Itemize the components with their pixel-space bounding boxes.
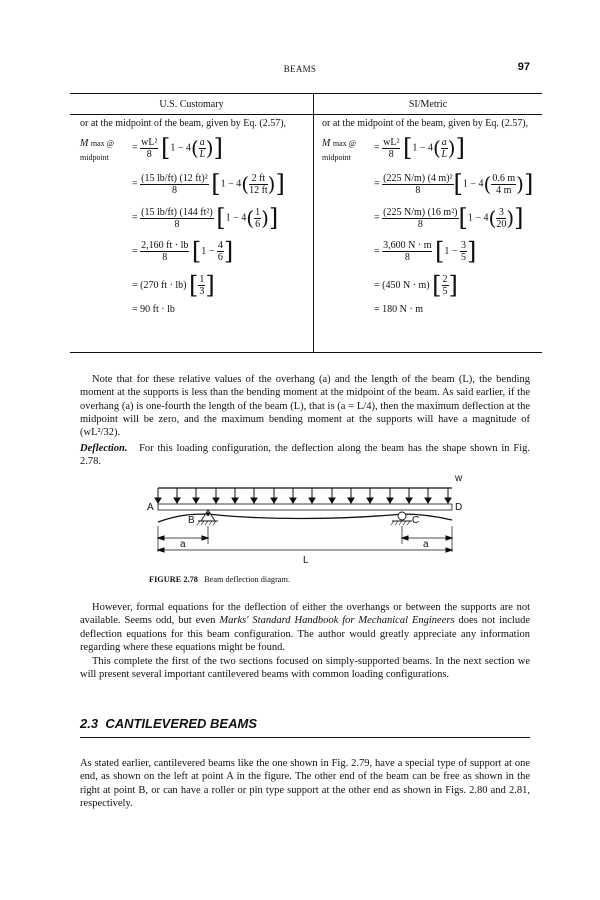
- si-r3-inner-num: 3: [461, 240, 466, 251]
- us-r3-den: 8: [162, 252, 168, 263]
- dimension-L: [158, 548, 452, 552]
- si-r2-inner-den: 20: [496, 218, 507, 230]
- label-a-right: a: [423, 539, 429, 550]
- si-r4-inner-num: 2: [442, 274, 448, 285]
- label-C: C: [412, 515, 420, 526]
- us-r2-den: 8: [174, 218, 180, 230]
- label-L: L: [303, 555, 309, 566]
- us-row-3: = $\frac{2,160 ft \cdot lb}{8}$ [1 − $\frac{4}{6}$ ]: [132, 237, 234, 266]
- handbook-title: Marks' Standard Handbook for Mechanical Engineers: [219, 615, 455, 627]
- us-r4-inner-den: 3: [199, 286, 205, 297]
- deflection-text: For this loading configuration, the deflection along the beam has the shape shown in Fig. 2.78.: [80, 443, 531, 468]
- us-r1-inner-num: 2 ft: [249, 173, 268, 185]
- figure-caption-text: Beam deflection diagram.: [204, 575, 291, 584]
- however-text-2: does not include deflection equations for this beam configuration. The author would greatly appreciate any information regarding where these equations might be found.: [80, 615, 530, 653]
- si-r1-num: (225 N/m) (4 m)²: [383, 172, 453, 184]
- us-r2-inner-num: 1: [255, 206, 261, 218]
- si-column: [322, 118, 534, 315]
- si-r4-inner-den: 5: [442, 286, 448, 297]
- si-row-3: = $\frac{3,600 N \cdot m}{8}$ [1 − $\frac{3}{5}$ ]: [374, 237, 477, 266]
- si-row-4: = (450 N · m) [ $\frac{2}{5}$ ]: [374, 271, 458, 300]
- load-arrows: [155, 488, 451, 503]
- beam: [158, 504, 452, 510]
- m-symbol: M: [322, 138, 331, 149]
- m-subscript-1: max @: [332, 139, 356, 148]
- formula-denominator: 8: [388, 148, 394, 160]
- paragraph-complete: This complete the first of the two sections focused on simply-supported beams. In the next section we will present several important cantilevered beams with common loading configurations.: [80, 656, 530, 681]
- si-r3-inner-den: 5: [461, 252, 466, 263]
- running-header: BEAMS: [283, 64, 317, 74]
- us-column: [80, 118, 308, 315]
- formula-numerator: wL²: [141, 136, 158, 148]
- us-r4-inner-num: 1: [199, 274, 205, 285]
- us-r2-num: (15 lb/ft) (144 ft²): [141, 206, 213, 218]
- us-r1-num: (15 lb/ft) (12 ft)²: [141, 172, 208, 184]
- us-r4-pre: = (270 ft · lb): [132, 279, 187, 291]
- deflection-runin-heading: Deflection.: [80, 443, 128, 454]
- section-number: 2.3: [80, 716, 99, 731]
- si-r2-inner-num: 3: [496, 207, 506, 219]
- us-formula: M max @ midpoint = $\frac{\text{wL²}}{8}$ [1 − 4( $\frac{a}{L}$ )]: [80, 134, 223, 162]
- table-top-rule: [70, 93, 542, 94]
- si-r2-den: 8: [417, 218, 423, 230]
- m-subscript-2: midpoint: [80, 153, 109, 162]
- us-r3-num: 2,160 ft · lb: [141, 240, 189, 251]
- table-bottom-rule: [70, 352, 542, 353]
- us-row-2: = $\frac{\text{(15 lb/ft) (144 ft²)}}{8}$ [1 − 4( $\frac{1}{6}$ )]: [132, 204, 279, 232]
- us-r1-inner-den: 12 ft: [249, 184, 268, 196]
- us-row-1: = $\frac{\text{(15 lb/ft) (12 ft)²}}{8}$ [1 − 4( $\frac{2 ft}{12 ft}$ )]: [132, 170, 285, 198]
- section-title: CANTILEVERED BEAMS: [105, 716, 257, 731]
- si-r1-inner-num: 0.6 m: [492, 172, 516, 184]
- section-rule: [80, 737, 530, 738]
- us-r1-den: 8: [171, 184, 177, 196]
- formula-numerator: wL²: [383, 136, 400, 148]
- us-r3-inner-den: 6: [217, 252, 223, 263]
- si-intro: or at the midpoint of the beam, given by Eq. (2.57),: [322, 118, 529, 129]
- figure-caption-number: FIGURE 2.78: [149, 575, 198, 584]
- us-intro: or at the midpoint of the beam, given by Eq. (2.57),: [80, 118, 287, 129]
- paragraph-cantilever: As stated earlier, cantilevered beams like the one shown in Fig. 2.79, have a special type of support at one end, as shown on the left at point A in the figure. The other end of the beam can be free as shown in the right at point B, or can have a roller or pin type support at the other end as shown in Figs. 2.80 and 2.81, respectively.: [80, 758, 530, 809]
- si-row-2: = $\frac{\text{(225 N/m) (16 m²)}}{8}$ [1 − 4( $\frac{3}{20}$ )]: [374, 204, 524, 232]
- section-heading: [80, 716, 257, 731]
- page-number: 97: [517, 61, 530, 73]
- column-header-si: SI/Metric: [408, 99, 448, 110]
- label-a-left: a: [180, 539, 186, 550]
- paragraph-deflection: [80, 442, 530, 469]
- si-row-5: = 180 N · m: [374, 304, 423, 315]
- formula-denominator: 8: [146, 148, 152, 160]
- pin-support-b: [197, 510, 218, 525]
- column-header-us: U.S. Customary: [159, 99, 224, 110]
- si-r1-den: 8: [415, 184, 421, 196]
- figure-caption: [149, 575, 290, 584]
- beam-deflection-diagram: [140, 470, 470, 580]
- table-column-divider: [313, 93, 314, 352]
- paragraph-however: [80, 601, 530, 654]
- si-r2-num: (225 N/m) (16 m²): [383, 206, 458, 218]
- label-A: A: [147, 502, 154, 513]
- label-B: B: [188, 515, 195, 526]
- us-r2-inner-den: 6: [255, 218, 261, 230]
- paragraph-note: Note that for these relative values of the overhang (a) and the length of the beam (L), the bending moment at the supports is less than the bending moment at the midpoint of the beam. As said earlier, if the overhang (a) is one-fourth the length of the beam (L), that is (a = L/4), then the maximum deflection at the midpoint will be zero, and the maximum bending moment at the supports will have a magnitude of (wL²/32).: [80, 374, 530, 439]
- si-r3-num: 3,600 N · m: [383, 240, 432, 251]
- however-text-1: However, formal equations for the deflection of either the overhangs or between the supports are not available. Seems odd, but even: [80, 602, 530, 627]
- si-row-1: = $\frac{\text{(225 N/m) (4 m)²}}{8}$ [1 − 4( $\frac{0.6 m}{4 m}$ )]: [374, 170, 534, 198]
- m-subscript-2: midpoint: [322, 153, 351, 162]
- label-w: w: [455, 473, 463, 484]
- us-r3-inner-num: 4: [217, 240, 223, 251]
- us-row-4: = (270 ft · lb) [ $\frac{1}{3}$ ]: [132, 271, 215, 300]
- si-r1-inner-den: 4 m: [496, 184, 512, 196]
- m-subscript-1: max @: [90, 139, 114, 148]
- table-header-rule: [70, 114, 542, 115]
- si-r4-pre: = (450 N · m): [374, 279, 430, 291]
- m-symbol: M: [80, 138, 89, 149]
- label-D: D: [455, 502, 463, 513]
- si-formula: M max @ midpoint = $\frac{\text{wL²}}{8}$ [1 − 4( $\frac{a}{L}$ )]: [322, 134, 465, 162]
- us-row-5: = 90 ft · lb: [132, 304, 175, 315]
- si-r3-den: 8: [404, 252, 410, 263]
